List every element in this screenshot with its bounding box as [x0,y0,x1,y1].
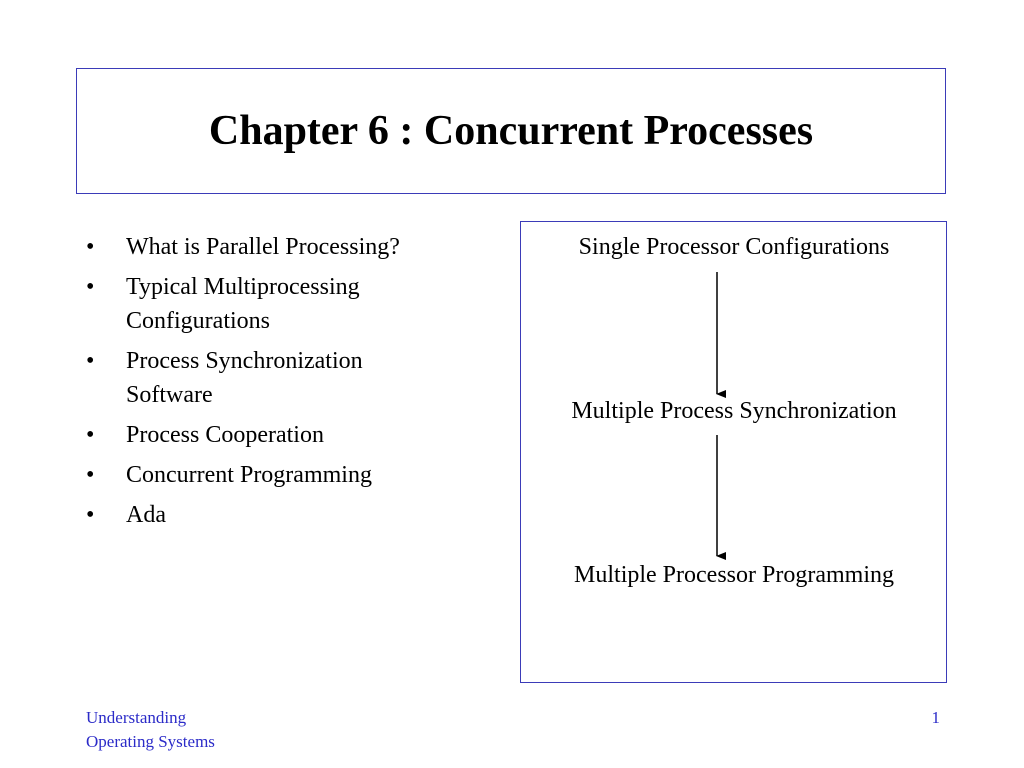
bullet-item [86,458,486,492]
bullet-item [86,498,486,532]
footer-line: Understanding [86,708,187,727]
bullet-text: Process Cooperation [126,422,324,448]
title-box [76,68,946,194]
bullet-item [86,270,486,338]
footer-line: Operating Systems [86,732,215,751]
flow-diagram-svg [521,222,948,684]
bullet-dot: • [86,422,95,448]
bullet-dot: • [86,274,95,300]
flow-diagram [520,221,947,683]
bullet-text-continuation: Software [126,382,213,408]
diagram-node-multiple-processor: Multiple Processor Programming [574,562,894,588]
bullet-dot: • [86,462,95,488]
bullet-text: Concurrent Programming [126,462,372,488]
bullet-dot: • [86,348,95,374]
footer-course-title [86,706,215,754]
page-number: 1 [931,708,940,727]
bullet-text: Typical Multiprocessing [126,274,360,300]
diagram-node-single-processor: Single Processor Configurations [578,234,890,260]
bullet-dot: • [86,502,95,528]
bullet-dot: • [86,234,95,260]
bullet-text: Ada [126,502,166,528]
diagram-node-multiple-process: Multiple Process Synchronization [571,398,897,424]
bullet-item [86,230,486,264]
bullet-list [86,230,486,538]
bullet-text-continuation: Configurations [126,308,270,334]
bullet-item [86,418,486,452]
slide-title: Chapter 6 : Concurrent Processes [208,108,814,154]
bullet-text: What is Parallel Processing? [126,234,400,260]
bullet-item [86,344,486,412]
bullet-text: Process Synchronization [126,348,363,374]
